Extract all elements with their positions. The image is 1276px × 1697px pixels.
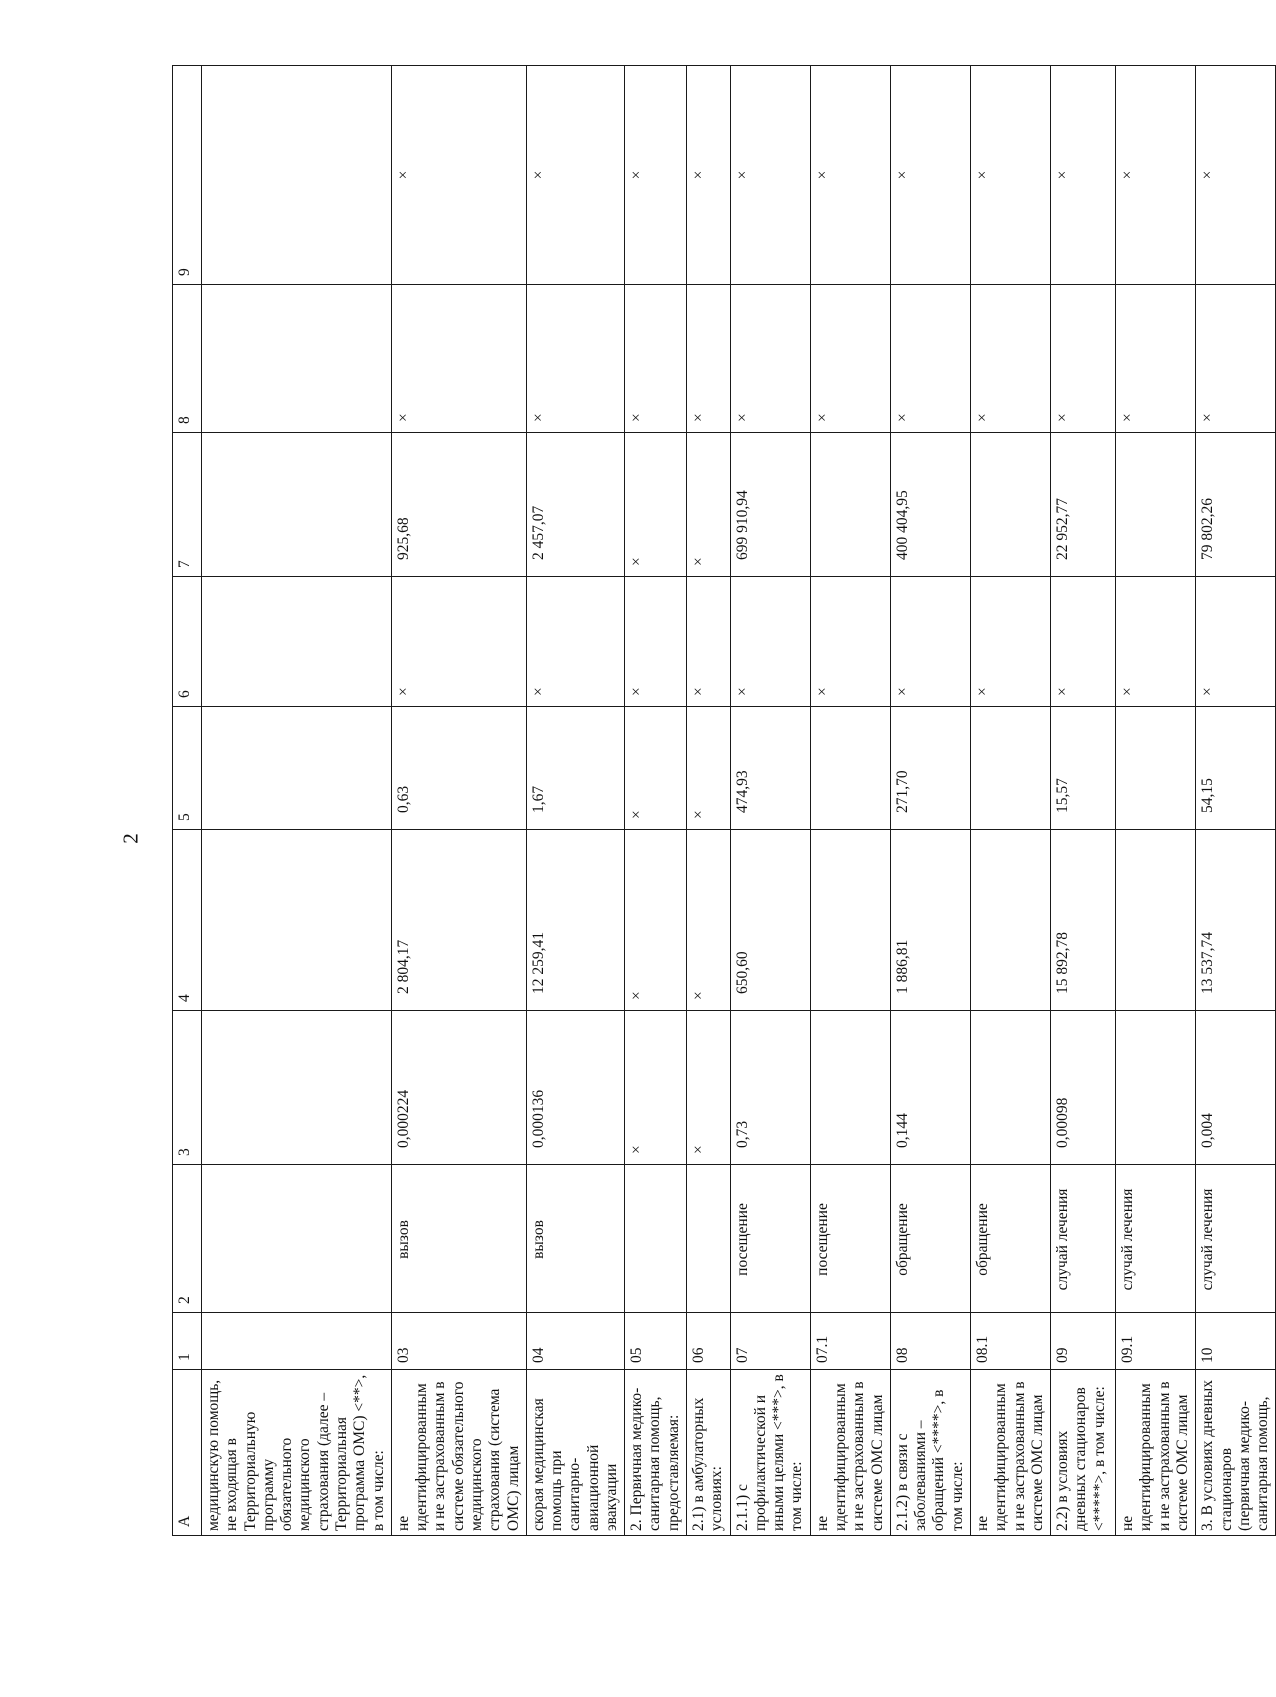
value-cell: 474,93 <box>730 707 810 830</box>
value-cell: 2 804,17 <box>391 830 526 1011</box>
header-cell-4: 4 <box>173 830 202 1011</box>
row-label: не идентифицированным и не застрахованным в системе обязательного медицинского страхования (система ОМС) лицам <box>391 1370 526 1536</box>
value-cell: × <box>625 433 687 577</box>
value-cell: × <box>970 577 1050 707</box>
header-row <box>173 66 202 1536</box>
value-cell <box>1116 433 1196 577</box>
header-cell-6: 6 <box>173 577 202 707</box>
value-cell: 699 910,94 <box>730 433 810 577</box>
value-cell: 1 886,81 <box>890 830 970 1011</box>
unit-cell: вызов <box>526 1165 624 1313</box>
table-row <box>625 66 687 1536</box>
value-cell: × <box>526 577 624 707</box>
value-cell: × <box>810 285 890 433</box>
page-number: 2 <box>118 833 143 844</box>
row-label: медицинскую помощь, не входящая в Территориальную программу обязательного медицинского страхования (далее – Территориальная программа ОМС) <**>, в том числе: <box>202 1370 392 1536</box>
value-cell: 650,60 <box>730 830 810 1011</box>
value-cell: 0,00098 <box>1051 1011 1116 1165</box>
value-cell: × <box>1196 66 1276 285</box>
row-code: 07 <box>730 1313 810 1370</box>
value-cell: 22 952,77 <box>1051 433 1116 577</box>
value-cell <box>202 830 392 1011</box>
value-cell <box>970 1011 1050 1165</box>
value-cell: × <box>687 707 731 830</box>
value-cell: × <box>687 1011 731 1165</box>
value-cell: × <box>687 433 731 577</box>
value-cell: 13 537,74 <box>1196 830 1276 1011</box>
value-cell <box>970 830 1050 1011</box>
row-label: не идентифицированным и не застрахованным в системе ОМС лицам <box>970 1370 1050 1536</box>
row-code: 09.1 <box>1116 1313 1196 1370</box>
unit-cell: обращение <box>890 1165 970 1313</box>
table-row <box>810 66 890 1536</box>
row-code: 07.1 <box>810 1313 890 1370</box>
value-cell <box>202 433 392 577</box>
value-cell: 400 404,95 <box>890 433 970 577</box>
value-cell: 0,73 <box>730 1011 810 1165</box>
row-code: 05 <box>625 1313 687 1370</box>
value-cell: × <box>526 285 624 433</box>
header-cell-9: 9 <box>173 66 202 285</box>
value-cell: × <box>730 285 810 433</box>
value-cell: × <box>625 830 687 1011</box>
value-cell <box>810 433 890 577</box>
table-row <box>202 66 392 1536</box>
value-cell: × <box>1051 285 1116 433</box>
value-cell <box>1116 830 1196 1011</box>
value-cell: × <box>687 66 731 285</box>
row-code: 03 <box>391 1313 526 1370</box>
table-row <box>730 66 810 1536</box>
value-cell <box>810 1011 890 1165</box>
value-cell <box>202 707 392 830</box>
row-label: 2.1.1) с профилактической и иными целями <***>, в том числе: <box>730 1370 810 1536</box>
value-cell: 12 259,41 <box>526 830 624 1011</box>
unit-cell: случай лечения <box>1116 1165 1196 1313</box>
value-cell: × <box>1051 577 1116 707</box>
header-cell-a: А <box>173 1370 202 1536</box>
header-cell-1: 1 <box>173 1313 202 1370</box>
value-cell: × <box>391 285 526 433</box>
row-label: не идентифицированным и не застрахованным в системе ОМС лицам <box>810 1370 890 1536</box>
row-label: не идентифицированным и не застрахованным в системе ОМС лицам <box>1116 1370 1196 1536</box>
value-cell: 15 892,78 <box>1051 830 1116 1011</box>
table-row <box>1116 66 1196 1536</box>
value-cell <box>810 830 890 1011</box>
value-cell: 2 457,07 <box>526 433 624 577</box>
value-cell: × <box>687 830 731 1011</box>
value-cell: 0,000224 <box>391 1011 526 1165</box>
value-cell <box>810 707 890 830</box>
row-code: 10 <box>1196 1313 1276 1370</box>
table-row <box>890 66 970 1536</box>
header-cell-2: 2 <box>173 1165 202 1313</box>
unit-cell: обращение <box>970 1165 1050 1313</box>
unit-cell: посещение <box>730 1165 810 1313</box>
value-cell: 54,15 <box>1196 707 1276 830</box>
unit-cell: посещение <box>810 1165 890 1313</box>
value-cell: 925,68 <box>391 433 526 577</box>
unit-cell: случай лечения <box>1051 1165 1116 1313</box>
value-cell: × <box>810 66 890 285</box>
unit-cell <box>687 1165 731 1313</box>
unit-cell <box>202 1165 392 1313</box>
value-cell: × <box>625 66 687 285</box>
value-cell: × <box>1196 577 1276 707</box>
value-cell: 0,004 <box>1196 1011 1276 1165</box>
value-cell: 0,144 <box>890 1011 970 1165</box>
value-cell: × <box>730 577 810 707</box>
value-cell: × <box>890 285 970 433</box>
value-cell: 0,000136 <box>526 1011 624 1165</box>
value-cell: × <box>1116 577 1196 707</box>
value-cell: × <box>625 1011 687 1165</box>
value-cell <box>970 707 1050 830</box>
unit-cell: вызов <box>391 1165 526 1313</box>
value-cell <box>1116 1011 1196 1165</box>
value-cell: × <box>625 577 687 707</box>
value-cell: × <box>625 707 687 830</box>
value-cell <box>1116 707 1196 830</box>
value-cell: × <box>687 285 731 433</box>
row-code: 04 <box>526 1313 624 1370</box>
value-cell: × <box>970 66 1050 285</box>
value-cell <box>202 1011 392 1165</box>
table-row <box>687 66 731 1536</box>
value-cell: × <box>890 577 970 707</box>
row-code: 06 <box>687 1313 731 1370</box>
row-code <box>202 1313 392 1370</box>
row-code: 09 <box>1051 1313 1116 1370</box>
value-cell: × <box>1196 285 1276 433</box>
value-cell: × <box>391 66 526 285</box>
row-label: 3. В условиях дневных стационаров (первичная медико-санитарная помощь, <box>1196 1370 1276 1536</box>
value-cell <box>202 285 392 433</box>
row-code: 08.1 <box>970 1313 1050 1370</box>
financing-table <box>172 65 1276 1536</box>
header-cell-8: 8 <box>173 285 202 433</box>
row-label: 2. Первичная медико-санитарная помощь, предоставляемая: <box>625 1370 687 1536</box>
value-cell: × <box>1116 66 1196 285</box>
table-row <box>1051 66 1116 1536</box>
value-cell <box>970 433 1050 577</box>
value-cell <box>202 66 392 285</box>
row-label: скорая медицинская помощь при санитарно-авиационной эвакуации <box>526 1370 624 1536</box>
value-cell: × <box>730 66 810 285</box>
value-cell: × <box>1051 66 1116 285</box>
value-cell: × <box>687 577 731 707</box>
table-row <box>391 66 526 1536</box>
row-code: 08 <box>890 1313 970 1370</box>
value-cell: 15,57 <box>1051 707 1116 830</box>
value-cell: × <box>810 577 890 707</box>
value-cell: 0,63 <box>391 707 526 830</box>
row-label: 2.1.2) в связи с заболеваниями – обращений <****>, в том числе: <box>890 1370 970 1536</box>
value-cell: × <box>625 285 687 433</box>
value-cell: × <box>391 577 526 707</box>
unit-cell: случай лечения <box>1196 1165 1276 1313</box>
value-cell: × <box>890 66 970 285</box>
header-cell-3: 3 <box>173 1011 202 1165</box>
value-cell: × <box>970 285 1050 433</box>
table-row <box>526 66 624 1536</box>
value-cell: 1,67 <box>526 707 624 830</box>
value-cell: × <box>1116 285 1196 433</box>
value-cell: × <box>526 66 624 285</box>
table-row <box>1196 66 1276 1536</box>
value-cell: 79 802,26 <box>1196 433 1276 577</box>
value-cell: 271,70 <box>890 707 970 830</box>
header-cell-5: 5 <box>173 707 202 830</box>
value-cell <box>202 577 392 707</box>
header-cell-7: 7 <box>173 433 202 577</box>
rotated-sheet <box>172 66 1272 1536</box>
row-label: 2.1) в амбулаторных условиях: <box>687 1370 731 1536</box>
table-row <box>970 66 1050 1536</box>
unit-cell <box>625 1165 687 1313</box>
row-label: 2.2) в условиях дневных стационаров <*****>, в том числе: <box>1051 1370 1116 1536</box>
